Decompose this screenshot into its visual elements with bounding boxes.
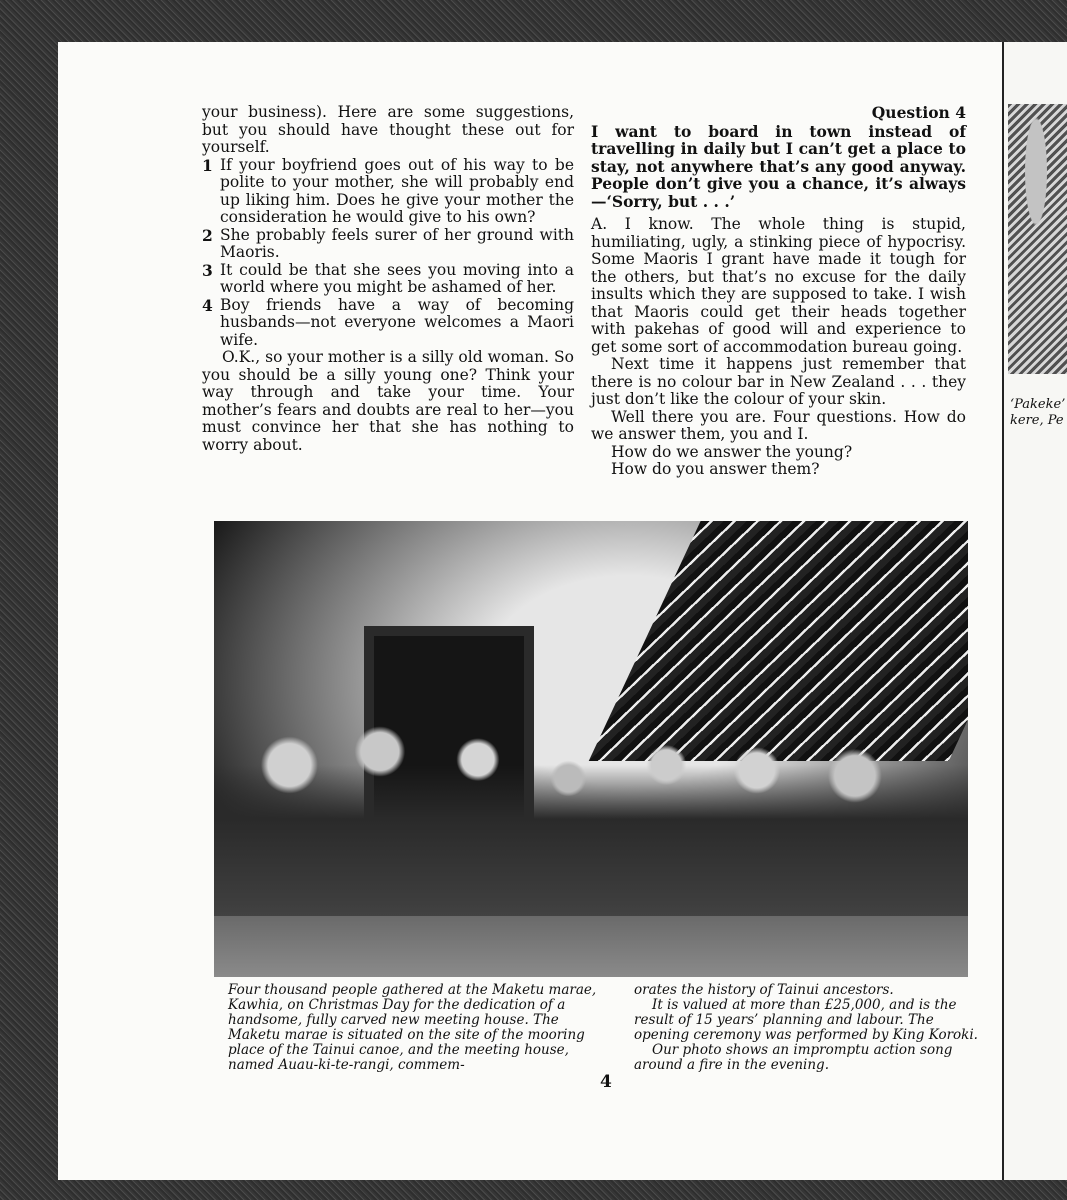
intro-paragraph: your business). Here are some suggestions, but you should have thought these out for yourself. xyxy=(202,103,574,156)
answer-them-line: How do you answer them? xyxy=(611,460,820,478)
question-heading: Question 4 xyxy=(871,103,966,122)
list-item: 1 If your boyfriend goes out of his way to be polite to your mother, she will probably end up liking him. Does he give your mother the consideration he would give to his own? xyxy=(202,155,574,226)
list-item: 3 It could be that she sees you moving into a world where you might be ashamed of her. xyxy=(202,260,574,296)
colour-bar-paragraph: Next time it happens just remember that there is no colour bar in New Zealand . . . they just don’t like the colour of your skin. xyxy=(591,355,966,408)
photo-caption-right: orates the history of Tainui ancestors. It is valued at more than £25,000, and is the result of 15 years’ planning and labour. The opening ceremony was performed by King Koroki. Our photo shows an impromptu action song around a fire in the evening. xyxy=(634,982,978,1073)
answer-young-line: How do we answer the young? xyxy=(611,442,853,461)
answer-paragraph: A. I know. The whole thing is stupid, humiliating, ugly, a stinking piece of hypocrisy. Some Maoris I grant have made it tough for the others, but that’s no excuse for the daily insults which they are supposed to take. I wish that Maoris could get their heads together with pakehas of good will and experience to get some sort of accommodation bureau going. xyxy=(591,215,966,356)
meeting-house-photo xyxy=(214,521,968,977)
question-text: I want to board in town instead of travelling in daily but I can’t get a place to stay, not anywhere that’s any good anyway. People don’t give you a chance, it’s always—‘Sorry, but . . .’ xyxy=(591,121,966,211)
page-number: 4 xyxy=(600,1072,612,1092)
right-column xyxy=(591,104,966,479)
adjacent-caption: ‘Pakeke’ kere, Pe xyxy=(1010,397,1066,428)
left-column xyxy=(202,104,574,454)
four-questions-paragraph: Well there you are. Four questions. How do we answer them, you and I. xyxy=(591,407,966,443)
list-item: 4 Boy friends have a way of becoming husbands—not everyone welcomes a Maori wife. xyxy=(202,295,574,349)
closing-paragraph: O.K., so your mother is a silly old woman. So you should be a silly young one? Think your way through and take your time. Your mother’s fears and doubts are real to her—you must convince her that she has nothing to worry about. xyxy=(202,348,574,454)
adjacent-photo xyxy=(1008,104,1067,374)
list-item: 2 She probably feels surer of her ground with Maoris. xyxy=(202,225,574,261)
photo-caption-left: Four thousand people gathered at the Maketu marae, Kawhia, on Christmas Day for the dedication of a handsome, fully carved new meeting house. The Maketu marae is situated on the site of the mooring place of the Tainui canoe, and the meeting house, named Auau-ki-te-rangi, commem- xyxy=(228,982,597,1073)
adjacent-page-fragment xyxy=(1004,42,1067,1180)
